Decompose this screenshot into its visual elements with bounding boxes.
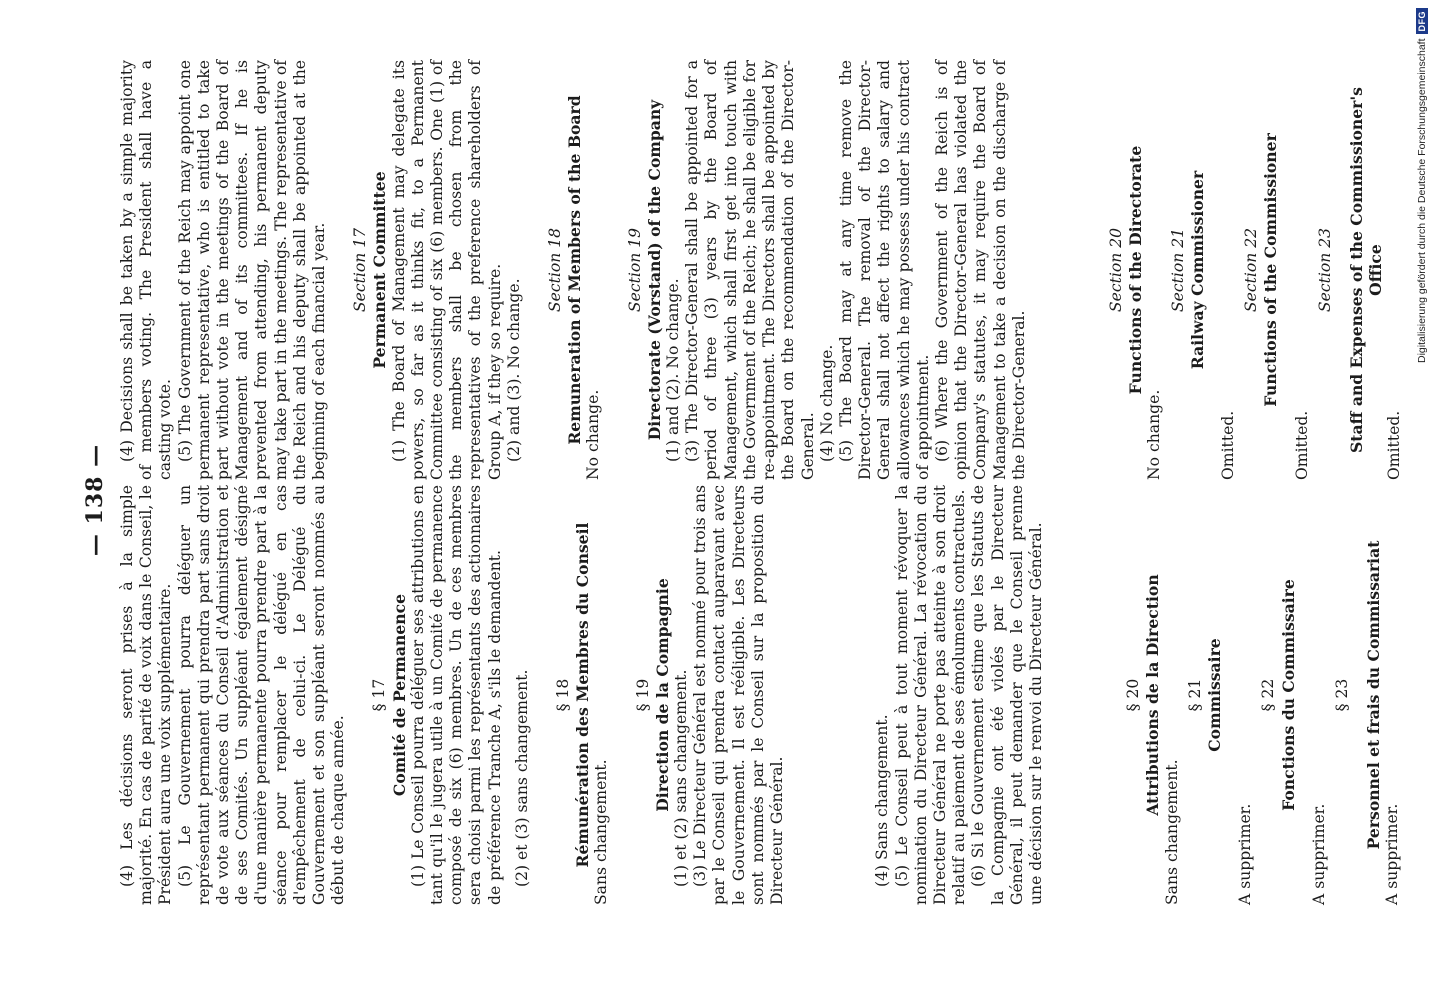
fr-section-20-number: § 20 [1124,678,1143,712]
english-column [118,60,1405,480]
fr-section-21-number: § 21 [1185,678,1204,712]
fr-section-19-p1: (1) et (2) sans changement. [672,669,691,887]
fr-section-23-text: A supprimer. [1383,803,1402,905]
dfg-logo: DFG [1416,8,1428,35]
fr-section-19-number: § 19 [633,678,652,712]
en-section-22-number: Section 22 [1242,227,1261,313]
en-section-20-text: No change. [1145,389,1164,480]
en-section-17-p1: (1) The Board of Management may delegate its powers, so far as it thinks fit, to a Permanent Committee consisting of six (6) members. One (1) of the members shall be chosen from the representatives of the preference shareholders of Group A, if they so require. [389,60,504,480]
french-column [118,485,1403,905]
en-section-17-title: Permanent Committee [370,171,390,369]
fr-section-17-p2: (2) et (3) sans changement. [512,669,531,887]
en-section-23-text: Omitted. [1385,410,1404,480]
en-section-19-p4: (4) No change. [817,344,836,462]
fr-section-19-title: Direction de la Compagnie [652,578,672,812]
en-section-18-title: Remuneration of Members of the Board [565,95,585,445]
en-section-18-number: Section 18 [546,227,565,313]
fr-section-21-title: Commissaire [1204,638,1224,752]
fr-section-18-title: Rémunération des Membres du Conseil [573,522,593,868]
fr-section-19-p4: (4) Sans changement. [873,714,892,887]
fr-section-20-title: Attributions de la Direction [1143,574,1163,816]
fr-section-17-number: § 17 [370,678,389,712]
fr-section-23-title: Personnel et frais du Commissariat [1364,540,1384,850]
en-section-19-title: Directorate (Vorstand) of the Company [644,99,664,441]
en-paragraph-5: (5) The Government of the Reich may appoint one permanent representative, who is entitled to take part without vote in the meetings of the Board of Management and of its committees. If he is prevented from attending, his permanent deputy may take part in the meetings. The representative of the Reich and his deputy shall be appointed at the beginning of each financial year. [175,60,329,480]
fr-section-17-title: Comité de Permanence [389,593,409,797]
fr-paragraph-4: (4) Les décisions seront prises à la simple majorité. En cas de parité de voix dans le Conseil, le Président aura une voix supplémentaire. [118,485,175,905]
en-section-18-text: No change. [584,389,603,480]
en-section-17-number: Section 17 [351,227,370,313]
fr-section-19-p5: (5) Le Conseil peut à tout moment révoquer la nomination du Directeur Général. La révocation du Directeur Général ne porte pas atteinte à son droit relatif au paiement de ses émoluments contractuels. [892,485,969,905]
fr-section-17-p1: (1) Le Conseil pourra déléguer ses attributions en tant qu'il le jugera utile à un Comité de permanence composé de six (6) membres. Un de ces membres sera choisi parmi les représentants des actionnaires de préférence Tranche A, s'ils le demandent. [408,485,504,905]
fr-section-23-number: § 23 [1332,678,1351,712]
en-section-19-p3: (3) The Director-General shall be appointed for a period of three (3) years by the Board of Management, which shall first get into touch with the Government of the Reich; he shall be eligible for re-appointment. The Directors shall be appointed by the Board on the recommendation of the Director-General. [683,60,817,480]
en-section-21-number: Section 21 [1168,227,1187,313]
en-section-23-title: Staff and Expenses of the Commissioner's Office [1346,87,1386,453]
fr-section-22-number: § 22 [1259,678,1278,712]
digitization-note [1412,8,1432,393]
en-section-19-number: Section 19 [625,227,644,313]
fr-section-18-text: Sans changement. [592,759,611,905]
en-section-20-number: Section 20 [1106,227,1125,313]
en-section-21-text: Omitted. [1218,410,1237,480]
en-section-19-p6: (6) Where the Government of the Reich is of opinion that the Director-General has violated the Company's statutes, it may require the Board of Management to take a decision on the discharge of the Director-General. [932,60,1028,480]
fr-section-22-title: Fonctions du Commissaire [1278,579,1298,811]
fr-section-20-text: Sans changement. [1162,759,1181,905]
en-section-21-title: Railway Commissioner [1187,170,1207,370]
page-number: — 138 — [82,443,108,557]
en-section-23-number: Section 23 [1315,227,1334,313]
en-section-19-p5: (5) The Board may at any time remove the Director-General. The removal of the Director-General shall not affect the rights to salary and allowances which he may possess under his contract of appointment. [836,60,932,480]
en-section-17-p2: (2) and (3). No change. [504,278,523,462]
en-section-20-title: Functions of the Directorate [1126,145,1146,395]
digitization-note-text: Digitalisierung gefördert durch die Deutsche Forschungsgemeinschaft [1416,38,1428,364]
fr-section-19-p6: (6) Si le Gouvernement estime que les Statuts de la Compagnie ont été violés par le Directeur Général, il peut demander que le Conseil prenne une décision sur le renvoi du Directeur Général. [969,485,1045,905]
fr-section-18-number: § 18 [554,678,573,712]
fr-section-21-text: A supprimer. [1236,803,1255,905]
fr-paragraph-5: (5) Le Gouvernement pourra déléguer un représentant permanent qui prendra part sans droit de vote aux séances du Conseil d'Administration et de ses Comités. Un suppléant également désigné d'une manière permanente pourra prendre part à la séance pour remplacer le délégué en cas d'empêchement de celui-ci. Le Délégué du Gouvernement et son suppléant seront nommés au début de chaque année. [175,485,348,905]
en-section-19-p1: (1) and (2). No change. [664,278,683,462]
en-paragraph-4: (4) Decisions shall be taken by a simple majority of members voting. The President shall have a casting vote. [118,60,175,480]
en-section-22-text: Omitted. [1292,410,1311,480]
fr-section-19-p3: (3) Le Directeur Général est nommé pour trois ans par le Conseil qui prendra contact auparavant avec le Gouvernement. Il est rééligible. Les Directeurs sont nommés par le Conseil sur la proposition du Directeur Général. [691,485,787,905]
en-section-22-title: Functions of the Commissioner [1261,133,1281,407]
fr-section-22-text: A supprimer. [1309,803,1328,905]
